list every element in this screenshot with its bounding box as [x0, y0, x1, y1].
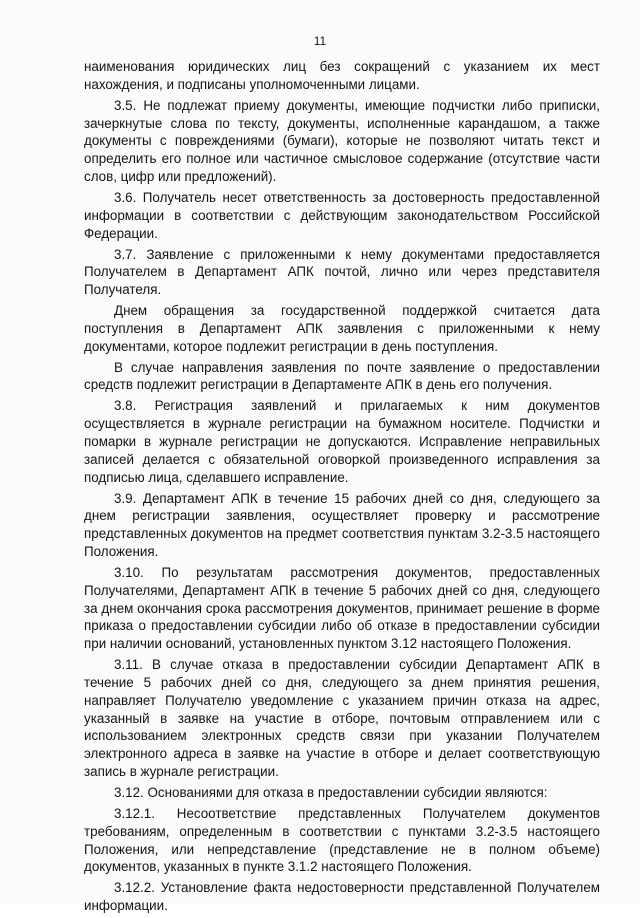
paragraph-3-11: 3.11. В случае отказа в предоставлении субсидии Департамент АПК в течение 5 рабочих дней со дня, следующего за днем принятия решения, направляет Получателю уведомление с указанием причин отказа на адрес, указанный в заявке на участие в отборе, почтовым отправлением или с использованием электронных средств связи при указании Получателем электронного адреса в заявке на участие в отборе и делает соответствующую запись в журнале регистрации. [84, 657, 600, 779]
paragraph-3-5: 3.5. Не подлежат приему документы, имеющие подчистки либо приписки, зачеркнутые слова по тексту, документы, исполненные карандашом, а также документы с повреждениями (бумаги), которые не позволяют читать текст и определить его полное или частичное смысловое содержание (отсутствие части слов, цифр или предложений). [84, 97, 600, 184]
page-body [84, 58, 600, 918]
paragraph-3-8: 3.8. Регистрация заявлений и прилагаемых к ним документов осуществляется в журнале регистрации на бумажном носителе. Подчистки и помарки в журнале регистрации не допускаются. Исправление неправильных записей делается с обязательной оговоркой произведенного исправления за подписью лица, сделавшего исправление. [84, 398, 600, 485]
paragraph-3-12-1: 3.12.1. Несоответствие представленных Получателем документов требованиям, определенным в соответствии с пунктами 3.2-3.5 настоящего Положения, или непредставление (представление не в полном объеме) документов, указанных в пункте 3.1.2 настоящего Положения. [84, 805, 600, 875]
paragraph-3-10: 3.10. По результатам рассмотрения документов, предоставленных Получателями, Департамент АПК в течение 5 рабочих дней со дня, следующего за днем окончания срока рассмотрения документов, принимает решение в форме приказа о предоставлении субсидии либо об отказе в предоставлении субсидии при наличии оснований, установленных пунктом 3.12 настоящего Положения. [84, 565, 600, 652]
page-number: 11 [313, 34, 327, 48]
paragraph-mail-registration: В случае направления заявления по почте заявление о предоставлении средств подлежит регистрации в Департаменте АПК в день его получения. [84, 359, 600, 393]
paragraph-3-6: 3.6. Получатель несет ответственность за достоверность предоставленной информации в соответствии с действующим законодательством Российской Федерации. [84, 189, 600, 241]
paragraph-3-7: 3.7. Заявление с приложенными к нему документами предоставляется Получателем в Департамент АПК почтой, лично или через представителя Получателя. [84, 246, 600, 298]
paragraph-3-12: 3.12. Основаниями для отказа в предоставлении субсидии являются: [114, 784, 548, 800]
paragraph-3-9: 3.9. Департамент АПК в течение 15 рабочих дней со дня, следующего за днем регистрации заявления, осуществляет проверку и рассмотрение представленных документов на предмет соответствия пунктам 3.2-3.5 настоящего Положения. [84, 490, 600, 560]
paragraph-application-date: Днем обращения за государственной поддержкой считается дата поступления в Департамент АПК заявления с приложенными к нему документами, которое подлежит регистрации в день поступления. [84, 303, 600, 354]
paragraph-3-12-2: 3.12.2. Установление факта недостоверности представленной Получателем информации. [84, 880, 600, 914]
paragraph-continuation: наименования юридических лиц без сокращений с указанием их мест нахождения, и подписаны уполномоченными лицами. [84, 59, 600, 92]
